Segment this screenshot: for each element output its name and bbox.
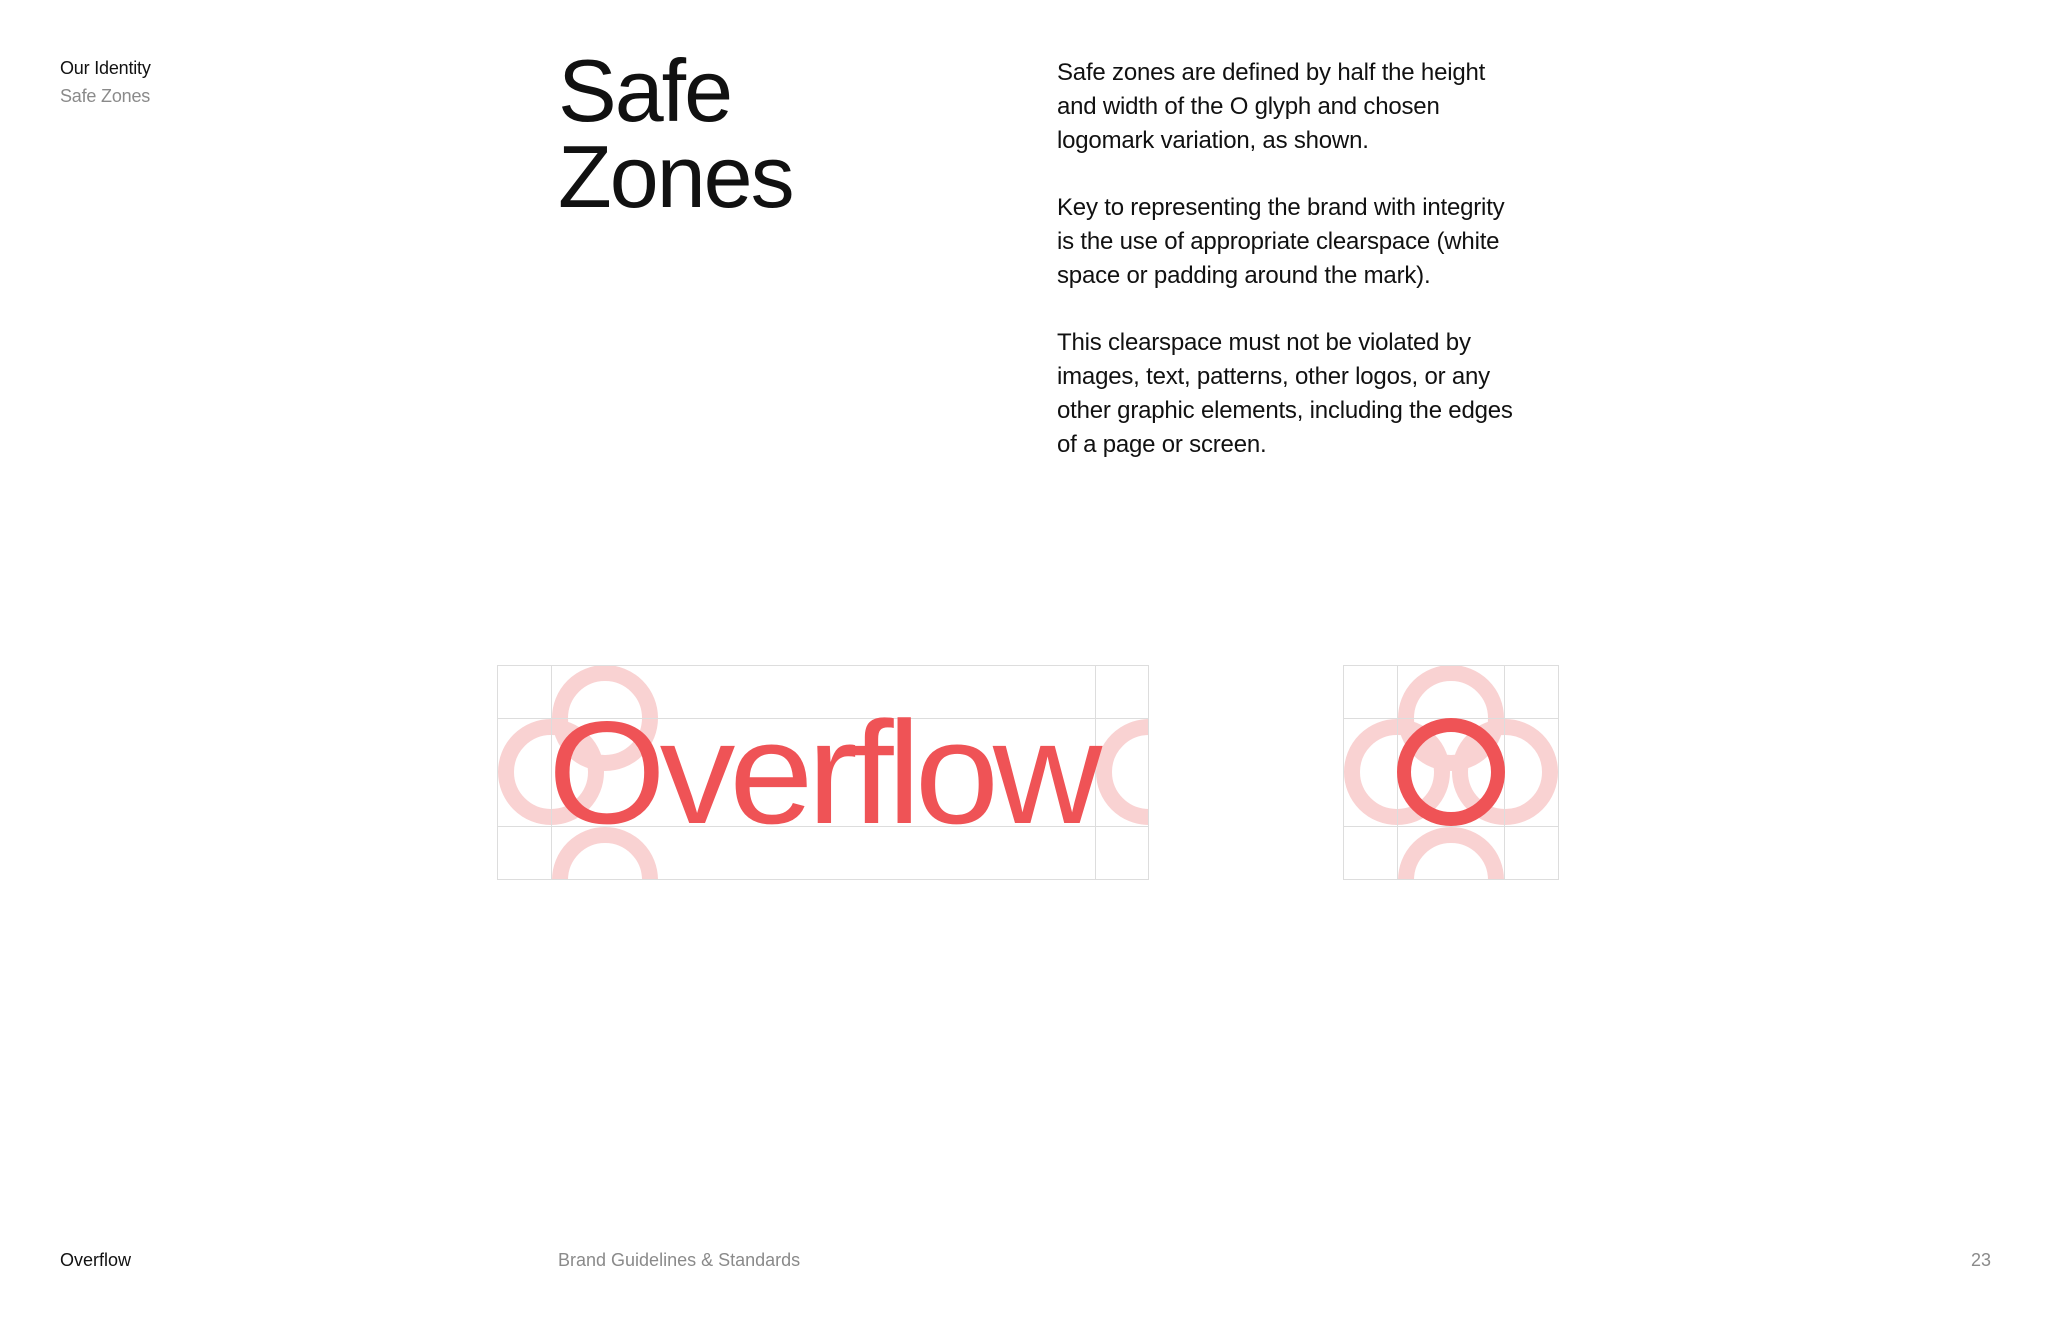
footer-brand: Overflow bbox=[60, 1250, 132, 1270]
page-title-line-1: Safe bbox=[558, 41, 732, 140]
footer-page-number: 23 bbox=[1970, 1250, 1991, 1270]
wordmark-safe-zone-diagram bbox=[497, 665, 1194, 925]
safe-zone-grid bbox=[1343, 665, 1559, 880]
overflow-wordmark: Overflow bbox=[548, 691, 1103, 854]
page-title-line-2: Zones bbox=[558, 127, 793, 226]
clearspace-markers bbox=[1352, 673, 1550, 925]
body-paragraph: Safe zones are defined by half the height and width of the O glyph and chosen logomark variation, as shown. bbox=[1057, 59, 1486, 154]
logomark-safe-zone-diagram bbox=[1343, 665, 1559, 925]
o-logomark-icon bbox=[1404, 725, 1498, 819]
footer-document-title: Brand Guidelines & Standards bbox=[558, 1250, 801, 1270]
body-paragraph: Key to representing the brand with integrity is the use of appropriate clearspace (white space or padding around the mark). bbox=[1057, 194, 1505, 289]
breadcrumb-section: Our Identity bbox=[60, 58, 151, 78]
breadcrumb-page: Safe Zones bbox=[60, 86, 151, 106]
body-paragraph: This clearspace must not be violated by images, text, patterns, other logos, or any other graphic elements, including the edges of a page or screen. bbox=[1057, 329, 1513, 458]
